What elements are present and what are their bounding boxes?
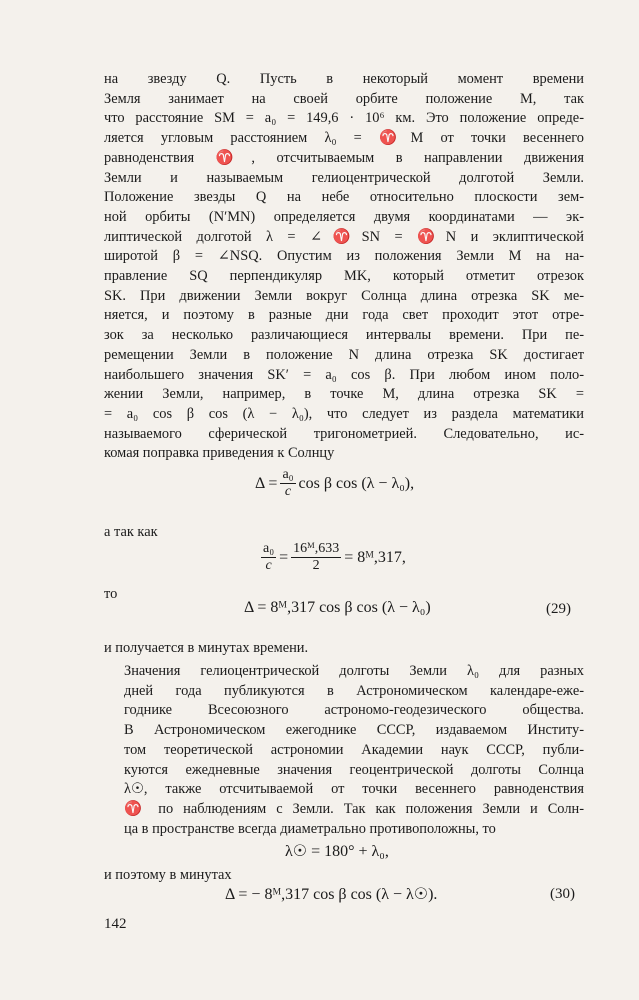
text-line: годнике Всесоюзного астрономо-геодезического общества. [124, 702, 584, 719]
fraction-denominator: c [265, 558, 272, 573]
formula-lambda-sun: λ☉ = 180° + λ₀, [285, 843, 389, 860]
text-line: том теоретической астрономии Академии наук СССР, публи- [124, 741, 584, 758]
text-line: липтической долготой λ = ∠♈SN = ♈N и эклиптической [104, 228, 584, 245]
text-line: зок за несколько различающиеся интервалы времени. При пе- [104, 327, 584, 344]
text-line: дней года публикуются в Астрономическом календаре-еже- [124, 682, 584, 699]
formula-30: Δ = − 8ᴹ,317 cos β cos (λ − λ☉). [225, 886, 438, 903]
text-line: Земля занимает на своей орбите положение M, так [104, 90, 584, 107]
formula-ratio [258, 541, 406, 574]
text-line: няется, и поэтому в разные дни года свет проходит этот отре- [104, 307, 584, 324]
text-line: В Астрономическом ежегоднике СССР, издаваемом Институ- [124, 722, 584, 739]
text-line: Земли и называемым гелиоцентрической долготой Земли. [104, 169, 584, 186]
fraction-16633-over-2 [291, 541, 341, 574]
fraction-numerator: 16ᴹ,633 [293, 541, 340, 556]
text-line: ляется угловым расстоянием λ₀ = ♈M от точки весеннего [104, 130, 584, 147]
paragraph-2 [104, 662, 584, 839]
fraction-denominator: 2 [312, 558, 320, 573]
formula-29: Δ = 8ᴹ,317 cos β cos (λ − λ₀) [244, 599, 431, 616]
text-line: комая поправка приведения к Солнцу [104, 445, 335, 462]
text-line: ремещении Земли в положение N длина отрезка SK достигает [104, 346, 584, 363]
text-line: ♈ по наблюдениям с Земли. Так как положения Земли и Солн- [124, 800, 584, 817]
text-line: что расстояние SM = a₀ = 149,6 · 10⁶ км. Это положение опреде- [104, 110, 584, 127]
text-line: Положение звезды Q на небе относительно плоскости зем- [104, 189, 584, 206]
fraction-numerator: a₀ [263, 541, 275, 556]
text-a-tak-kak: а так как [104, 524, 158, 540]
text-line: широтой β = ∠NSQ. Опустим из положения Земли M на на- [104, 248, 584, 265]
text-line: правление SQ перпендикуляр MK, который отметит отрезок [104, 268, 584, 285]
text-line: Значения гелиоцентрической долготы Земли λ₀ для разных [124, 663, 584, 679]
text-line: λ☉, также отсчитываемой от точки весеннего равноденствия [124, 781, 584, 798]
fraction-a0-over-c [261, 541, 276, 574]
formula-rhs: = 8ᴹ,317, [344, 548, 406, 566]
text-line: ца в пространстве всегда диаметрально противоположны, то [124, 820, 496, 837]
text-line: называемого сферической тригонометрией. Следовательно, ис- [104, 425, 584, 442]
formula-equals: = [279, 548, 289, 566]
fraction-denominator: c [284, 484, 292, 499]
text-to: то [104, 586, 118, 602]
text-line: наибольшего значения SK′ = a₀ cos β. При любом ином поло- [104, 366, 584, 383]
formula-rhs: cos β cos (λ − λ₀), [298, 474, 415, 492]
paragraph-1 [104, 70, 584, 464]
text-line: равноденствия ♈, отсчитываемым в направлении движения [104, 149, 584, 166]
text-line: = a₀ cos β cos (λ − λ₀), что следует из раздела математики [104, 405, 584, 422]
text-line: SK. При движении Земли вокруг Солнца длина отрезка SK ме- [104, 287, 584, 304]
fraction-a0-over-c [280, 467, 295, 500]
text-minutes: и получается в минутах времени. [104, 640, 309, 656]
text-line: на звезду Q. Пусть в некоторый момент времени [104, 71, 584, 87]
page-number: 142 [104, 916, 127, 932]
text-line: ной орбиты (N′MN) определяется двумя координатами — эк- [104, 208, 584, 225]
fraction-numerator: a₀ [282, 467, 294, 482]
formula-lhs: Δ = [255, 474, 278, 492]
formula-correction [255, 467, 414, 500]
equation-number-29: (29) [546, 601, 571, 617]
text-line: жении Земли, например, в точке M, длина отрезка SK = [104, 386, 584, 403]
text-line: куются ежедневные значения геоцентрической долготы Солнца [124, 761, 584, 778]
text-in-minutes: и поэтому в минутах [104, 867, 232, 883]
equation-number-30: (30) [550, 886, 575, 902]
